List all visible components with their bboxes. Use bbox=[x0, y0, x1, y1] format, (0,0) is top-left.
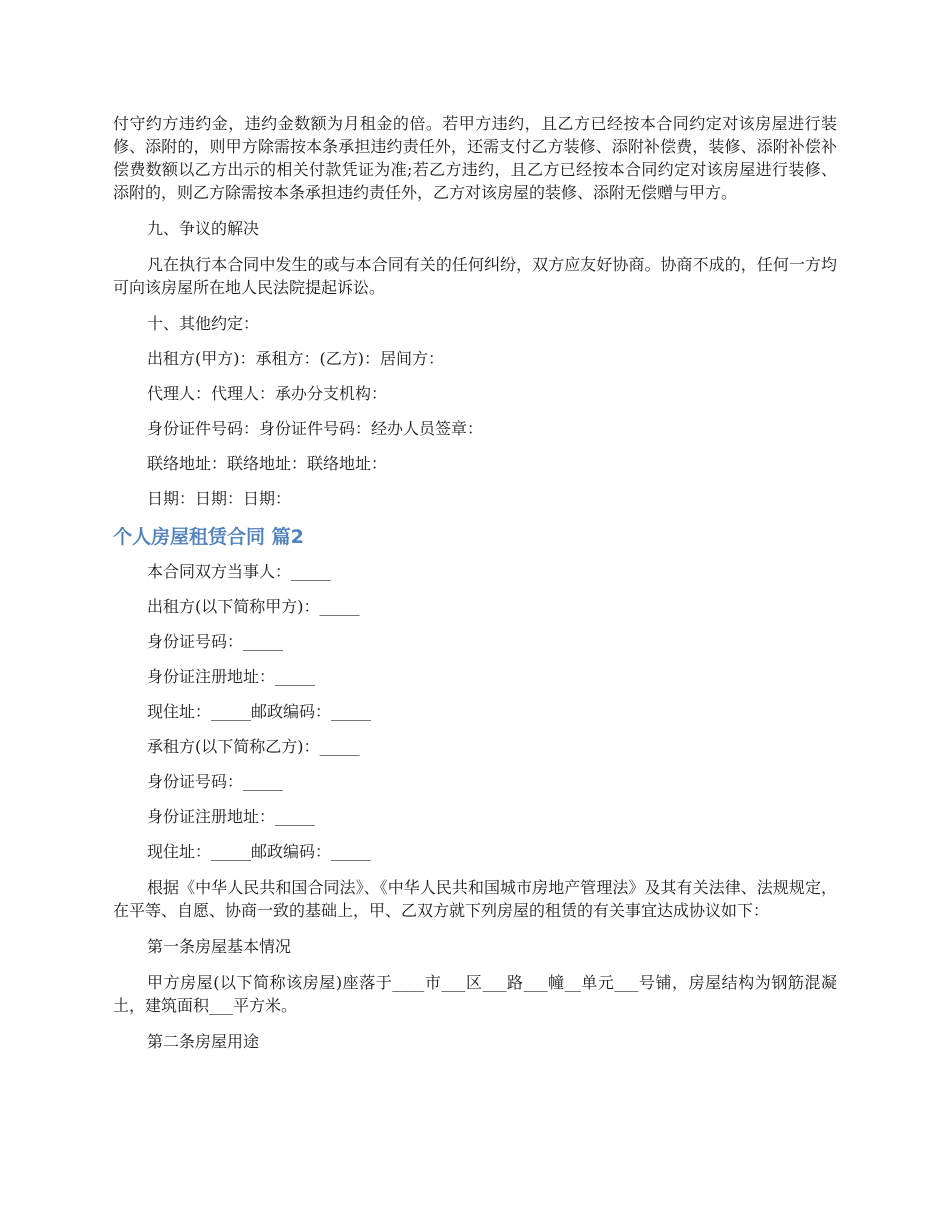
section9-body: 凡在执行本合同中发生的或与本合同有关的任何纠纷，双方应友好协商。协商不成的，任何一方均可向该房屋所在地人民法院提起诉讼。 bbox=[113, 255, 837, 297]
signature-line-3: 身份证件号码：身份证件号码：经办人员签章： bbox=[147, 419, 484, 438]
signature-line-5: 日期：日期：日期： bbox=[147, 489, 292, 508]
signature-line-4: 联络地址：联络地址：联络地址： bbox=[147, 454, 388, 473]
party-line-9: 现住址：_____邮政编码：_____ bbox=[147, 842, 372, 861]
party-line-5: 现住址：_____邮政编码：_____ bbox=[147, 702, 372, 721]
section-heading: 个人房屋租赁合同 篇2 bbox=[113, 526, 304, 548]
party-line-4: 身份证注册地址：_____ bbox=[147, 667, 316, 686]
party-line-7: 身份证号码：_____ bbox=[147, 772, 284, 791]
article1-title: 第一条房屋基本情况 bbox=[147, 937, 292, 956]
signature-line-1: 出租方(甲方)：承租方：(乙方)：居间方： bbox=[147, 349, 444, 368]
document-page bbox=[113, 112, 837, 1053]
section10-title: 十、其他约定： bbox=[147, 314, 260, 333]
party-line-1: 本合同双方当事人：_____ bbox=[147, 562, 332, 581]
intro-paragraph: 付守约方违约金，违约金数额为月租金的倍。若甲方违约，且乙方已经按本合同约定对该房屋进行装修、添附的，则甲方除需按本条承担违约责任外，还需支付乙方装修、添附补偿费，装修、添附补偿补偿费数额以乙方出示的相关付款凭证为准;若乙方违约，且乙方已经按本合同约定对该房屋进行装修、添附的，则乙方除需按本条承担违约责任外，乙方对该房屋的装修、添附无偿赠与甲方。 bbox=[113, 114, 837, 202]
article2-title: 第二条房屋用途 bbox=[147, 1032, 260, 1051]
signature-line-2: 代理人：代理人：承办分支机构： bbox=[147, 384, 388, 403]
party-line-2: 出租方(以下简称甲方)：_____ bbox=[147, 597, 360, 616]
basis-paragraph: 根据《中华人民共和国合同法》、《中华人民共和国城市房地产管理法》及其有关法律、法规规定，在平等、自愿、协商一致的基础上，甲、乙双方就下列房屋的租赁的有关事宜达成协议如下： bbox=[113, 878, 837, 920]
party-line-6: 承租方(以下简称乙方)：_____ bbox=[147, 737, 360, 756]
party-line-3: 身份证号码：_____ bbox=[147, 632, 284, 651]
section9-title: 九、争议的解决 bbox=[147, 219, 260, 238]
party-line-8: 身份证注册地址：_____ bbox=[147, 807, 316, 826]
article1-body: 甲方房屋(以下简称该房屋)座落于____市___区___路___幢__单元___号铺，房屋结构为钢筋混凝土，建筑面积___平方米。 bbox=[113, 973, 837, 1015]
